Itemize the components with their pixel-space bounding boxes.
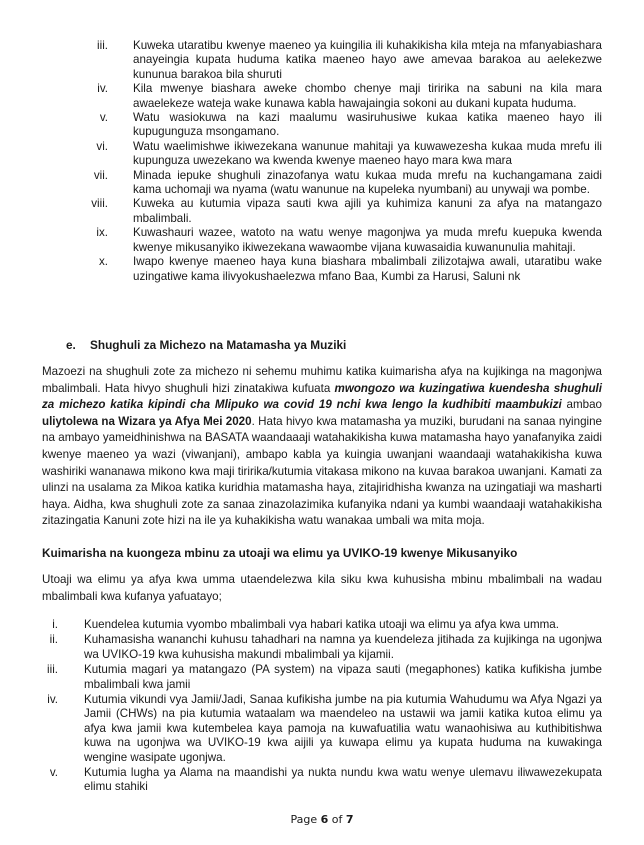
list-item-text: Kuweka utaratibu kwenye maeneo ya kuingilia ili kuhakikisha kila mteja na mfanyabiashara anayeingia kupata huduma katika maeneo hayo awe amevaa barakoa au aelekezwe kununua barakoa bila shuruti — [133, 39, 602, 81]
list-item-text: Kuhamasisha wananchi kuhusu tahadhari na namna ya kuendeleza jitihada za kujikinga na ugonjwa wa UVIKO-19 kwa kuhusisha makundi mbalimbali ya kijamii. — [84, 633, 602, 661]
list-item-text: Kuendelea kutumia vyombo mbalimbali vya habari katika utoaji wa elimu ya afya kwa umma. — [84, 618, 559, 631]
total-pages-number: 7 — [345, 813, 354, 826]
list-item — [47, 663, 602, 692]
list-item — [47, 693, 602, 765]
list-item-text: Watu waelimishwe ikiwezekana wanunue mahitaji ya kuwawezesha kukaa muda mrefu ili kupunguza uwezekano wa kwenda kwenye maeneo hayo mara kwa mara — [133, 139, 602, 168]
list-item-number: x. — [98, 255, 108, 269]
list-item-text: Kutumia lugha ya Alama na maandishi ya nukta nundu kwa watu wenye ulemavu iliwawezekupata elimu stahiki — [84, 766, 602, 794]
list-item-text: Minada iepuke shughuli zinazofanya watu kukaa muda mrefu na kuchangamana zaidi kama uchomaji wa nyama (watu wanunue na kupeleka nyumbani) au unywaji wa pombe. — [133, 168, 602, 197]
list-item-text: Kutumia vikundi vya Jamii/Jadi, Sanaa kufikisha jumbe na pia kutumia Wahudumu wa Afya Ngazi ya Jamii (CHWs) na pia kutumia wataalam wa maendeleo na ustawii wa jamii katika kutoa elimu ya afya kwa jamii kwa kutembelea kaya pamoja na kuwafuatilia watu wanaohisiwa au kuthibitishwa kuwa na ugonjwa wa UVIKO-19 kwa aijili ya kuwapa elimu ya kupata huduma na kuwakinga wengine wasipate ugonjwa. — [84, 693, 602, 764]
list-item — [99, 111, 602, 140]
list-item — [93, 168, 602, 198]
list-item-number: vi. — [96, 139, 108, 153]
paragraph-text: . Hata hivyo kwa matamasha ya muziki, burudani na sanaa nyingine na ambayo yameidhinishwa na BASATA waandaaaji watahakikisha kuwa matamasha hayo yanafanyika zaidi kwenye maeneo ya wazi (viwanjani), ambapo kabla ya kuingia uwanjani waandaaji watahakikisha kuwa washiriki wananawa mikono kwa maji tiririka/kutumia vitakasa mikono na kuvaa barakoa uwanjani. Kamati za ulinzi na usalama za Mikoa katika kuridhia matamasha haya, zitajiridhisha kwanza na uzingatiaji wa masharti haya. Aidha, kwa shughuli zote za sanaa zinazolazimika kufanyika ndani ya kumbi waandaaji watahakikisha zitazingatia Kanuni zote hizi na ile ya kuhakikisha watu wanakaa umbali wa mita moja. — [42, 414, 603, 528]
of-label: of — [328, 813, 346, 826]
list-item — [96, 139, 602, 169]
list-item-number: viii. — [91, 197, 108, 211]
list-item — [97, 39, 602, 82]
top-numbered-list — [91, 39, 602, 284]
list-item — [49, 766, 602, 795]
paragraph-education-intro: Utoaji wa elimu ya afya kwa umma utaendelezwa kila siku kwa kuhusisha mbinu mbalimbali na wadau mbalimbali kwa kufanya yafuatayo; — [42, 573, 602, 603]
list-item-text: Kutumia magari ya matangazo (PA system) na vipaza sauti (megaphones) katika kufikisha jumbe mbalimbali kwa jamii — [84, 663, 602, 691]
list-item — [98, 255, 602, 284]
list-item-number: vii. — [93, 168, 108, 182]
paragraph-text: ambao — [561, 398, 603, 412]
section-heading-e — [66, 338, 346, 352]
list-item-text: Kuwashauri wazee, watoto na watu wenye magonjwa ya muda mrefu kuepuka kwenda kwenye mikusanyiko ikiwezekana wawaombe vijana kuwasaidia kuwanunulia mahitaji. — [133, 226, 602, 254]
list-item-text: Kila mwenye biashara aweke chombo chenye maji tiririka na sabuni na kila mara awaelekeze wateja wake kunawa kabla hawajaingia sokoni au dukani kupata huduma. — [133, 82, 602, 110]
list-item-number: v. — [99, 111, 108, 125]
list-item-number: ii. — [49, 633, 58, 647]
section-heading-education: Kuimarisha na kuongeza mbinu za utoaji wa elimu ya UVIKO-19 kwenye Mikusanyiko — [42, 546, 518, 560]
section-title: Shughuli za Michezo na Matamasha ya Muziki — [90, 338, 347, 352]
list-item — [49, 633, 602, 662]
bottom-numbered-list — [47, 618, 602, 796]
list-item-number: iii. — [47, 663, 58, 677]
page-label: Page — [290, 813, 321, 826]
guideline-title-emphasis: mwongozo wa kuzingatiwa kuendesha shughuli za michezo katika kipindi cha Mlipuko wa covid 19 nchi kwa lengo la kudhibiti maambukizi — [42, 381, 602, 412]
page-footer — [0, 813, 644, 826]
list-item-number: v. — [49, 766, 58, 780]
list-item-number: ix. — [96, 226, 108, 240]
list-item-number: i. — [52, 618, 58, 631]
current-page-number: 6 — [320, 813, 329, 826]
list-item — [52, 618, 602, 632]
list-item-number: iii. — [97, 39, 108, 52]
list-item-number: iv. — [47, 693, 58, 707]
list-item-text: Iwapo kwenye maeneo haya kuna biashara mbalimbali zilizotajwa awali, utaratibu wake uzingatiwe kama ilivyokushaelezwa mfano Baa, Kumbi za Harusi, Saluni nk — [133, 255, 602, 283]
list-item-number: iv. — [97, 82, 108, 96]
list-item — [91, 197, 602, 226]
section-letter: e. — [66, 338, 76, 352]
list-item-text: Watu wasiokuwa na kazi maalumu wasiruhusiwe kukaa katika maeneo hayo ili kupugunguza msongamano. — [133, 111, 602, 139]
list-item — [96, 226, 602, 255]
list-item-text: Kuweka au kutumia vipaza sauti kwa ajili ya kuhimiza kanuni za afya na matangazo mbalimbali. — [133, 197, 602, 225]
paragraph-sports-events — [42, 364, 602, 530]
ministry-date-emphasis: uliytolewa na Wizara ya Afya Mei 2020 — [42, 414, 252, 428]
list-item — [97, 82, 602, 111]
paragraph-text: Mazoezi na shughuli zote za michezo ni sehemu muhimu katika kuimarisha afya na kujikinga na magonjwa mbalimbali. Hata hivyo shughuli hizi zinatakiwa kufuata — [42, 365, 602, 395]
